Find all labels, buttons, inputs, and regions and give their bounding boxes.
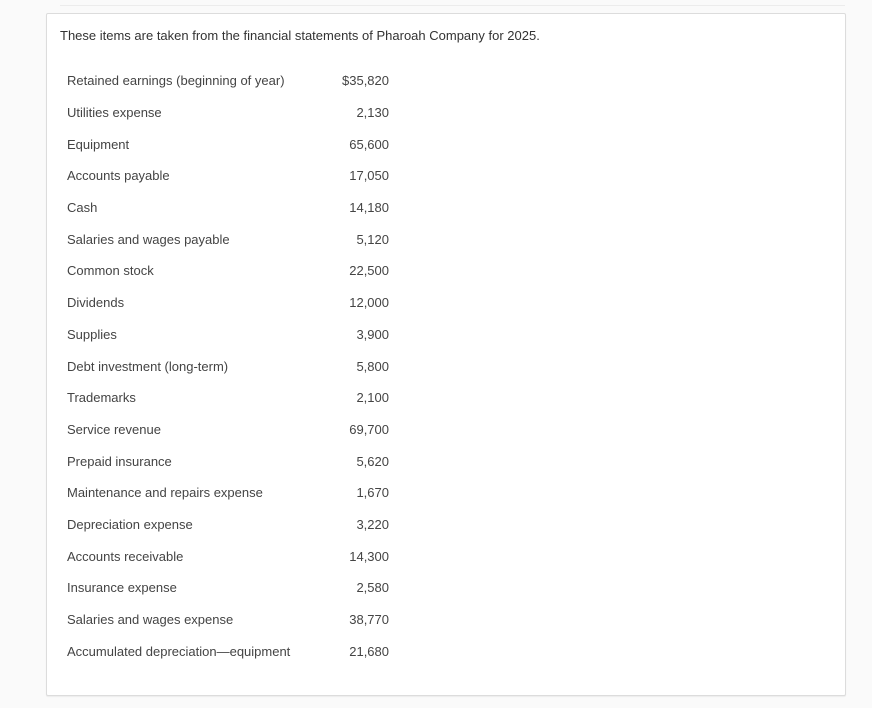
item-value: 3,900 xyxy=(356,326,389,342)
item-value: 17,050 xyxy=(349,168,389,184)
table-row xyxy=(60,97,389,129)
table-row xyxy=(60,635,389,667)
intro-text: These items are taken from the financial statements of Pharoah Company for 2025. xyxy=(60,28,540,43)
item-label: Retained earnings (beginning of year) xyxy=(67,73,285,89)
item-value: 5,120 xyxy=(356,231,389,247)
question-card xyxy=(46,13,846,696)
item-label: Trademarks xyxy=(67,390,136,406)
table-row xyxy=(60,540,389,572)
table-row xyxy=(60,255,389,287)
table-row xyxy=(60,604,389,636)
item-value: 1,670 xyxy=(356,485,389,501)
item-value: 12,000 xyxy=(349,295,389,311)
item-value: 14,300 xyxy=(349,548,389,564)
table-row xyxy=(60,160,389,192)
table-row xyxy=(60,65,389,97)
table-row xyxy=(60,319,389,351)
table-row xyxy=(60,128,389,160)
table-row xyxy=(60,382,389,414)
item-label: Salaries and wages payable xyxy=(67,231,230,247)
item-value: 2,100 xyxy=(356,390,389,406)
table-row xyxy=(60,572,389,604)
item-label: Cash xyxy=(67,200,98,216)
item-value: 5,620 xyxy=(356,453,389,469)
item-label: Supplies xyxy=(67,326,117,342)
item-label: Depreciation expense xyxy=(67,516,193,532)
item-label: Salaries and wages expense xyxy=(67,612,234,628)
item-value: 69,700 xyxy=(349,421,389,437)
item-label: Maintenance and repairs expense xyxy=(67,485,263,501)
item-label: Common stock xyxy=(67,263,154,279)
table-row xyxy=(60,445,389,477)
item-value: 2,130 xyxy=(356,105,389,121)
item-label: Equipment xyxy=(67,136,130,152)
table-row xyxy=(60,414,389,446)
item-label: Accounts payable xyxy=(67,168,170,184)
item-label: Accounts receivable xyxy=(67,548,184,564)
item-value: 21,680 xyxy=(349,643,389,659)
item-value: $35,820 xyxy=(342,73,389,89)
items-table xyxy=(60,65,389,667)
table-row xyxy=(60,509,389,541)
item-label: Debt investment (long-term) xyxy=(67,358,229,374)
table-row xyxy=(60,350,389,382)
table-row xyxy=(60,287,389,319)
item-label: Insurance expense xyxy=(67,580,177,596)
item-value: 38,770 xyxy=(349,612,389,628)
item-value: 14,180 xyxy=(349,200,389,216)
table-row xyxy=(60,477,389,509)
item-value: 2,580 xyxy=(356,580,389,596)
item-label: Prepaid insurance xyxy=(67,453,172,469)
table-row xyxy=(60,223,389,255)
table-row xyxy=(60,192,389,224)
item-label: Utilities expense xyxy=(67,105,162,121)
item-value: 22,500 xyxy=(349,263,389,279)
item-label: Dividends xyxy=(67,295,125,311)
item-label: Service revenue xyxy=(67,421,161,437)
item-value: 65,600 xyxy=(349,136,389,152)
item-label: Accumulated depreciation—equipment xyxy=(67,643,291,659)
divider xyxy=(60,5,845,6)
item-value: 3,220 xyxy=(356,516,389,532)
item-value: 5,800 xyxy=(356,358,389,374)
